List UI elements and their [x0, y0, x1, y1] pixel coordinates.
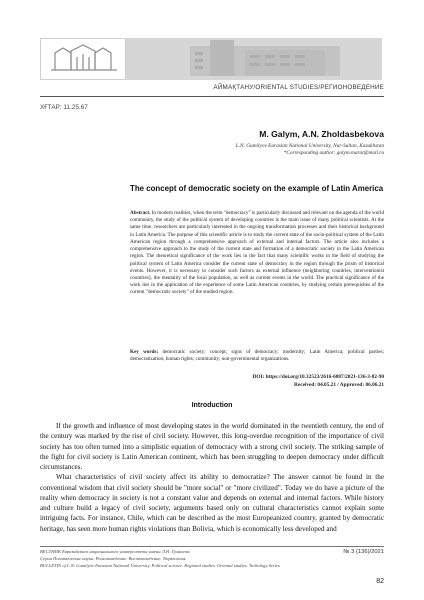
paragraph: If the growth and influence of most developing states in the world dominated in the twentieth century, the end of the century was marked by the rise of civil society. However, this long-overdue recognition of the importance of civil society has too often turned into a simplistic equation of democracy with a strong civil society. The striking sample of the fight for civil society is Latin American continent, which has been struggling to deepen democracy under difficult circumstances.	[40, 422, 384, 472]
section-tag: АЙМАҚТАНУ/ORIENTAL STUDIES/РЕГИОНОВЕДЕНИЕ	[213, 84, 384, 91]
abstract	[130, 210, 384, 297]
irstu-code: ХҒТАР: 11.25.67	[40, 104, 88, 111]
body-text	[40, 421, 384, 534]
affiliation: L.N. Gumilyov Eurasian National University, Nur-Sultan, Kazakhstan	[235, 143, 384, 149]
keywords-text: democratic society; concept; signs of democracy; modernity; Latin America; political parties; democratization; human rights; community; non-governmental organizations.	[130, 349, 384, 363]
footer-divider	[40, 546, 384, 547]
affiliation-block	[236, 143, 384, 157]
doi-link[interactable]: DOI: https://doi.org/10.32523/2616-6887/2021-136-3-82-90	[252, 374, 384, 380]
keywords-label: Key words:	[130, 349, 159, 355]
paragraph: What characteristics of civil society affect its ability to democratize? The answer cannot be found in the conventional wisdom that civil society should be "more social" or "more civilized". Today we do have a picture of the reality when democracy in society is not a constant value and depends on external and internal factors. While history and culture build a legacy of civil society, arguments based only on cultural characteristics cannot explain some intriguing facts. For instance, Chile, which can be described as the most Europeanized country, granted by democratic heritage, has seen more human rights violations than Bolivia, which is economically less developed and	[40, 473, 384, 533]
journal-line: ВЕСТНИК Евразийского национального университета имени Л.Н. Гумилева.	[40, 549, 191, 554]
journal-info	[40, 549, 280, 570]
section-divider	[40, 96, 384, 97]
abstract-text: In modern realities, when the term "democracy" is particularly discussed and relevant on the agenda of the world community, the study of the political system of developing countries is the main issue of many political scientists. At the same time, researchers are particularly interested in the ongoing transformation processes and their historical background in Latin America. The purpose of this scientific article is to study the current state of the socio-political system of the Latin American region through a comprehensive approach of external and internal factors. The article also includes a comprehensive approach to the study of the current state and formation of a democratic society in the Latin American region. The theoretical significance of the work lies in the fact that many scientific works in the field of studying the political system of Latin America consider the current state of democracy in the region through the prism of historical events. However, it is necessary to consider such factors as external influence (neighboring countries, interventionist countries), the mentality of the local population, as well as current events in the world. The practical significance of the work lies in the application of the experience of some Latin American countries, by studying certain prerequisites of the current "democratic society" of the studied region.	[130, 210, 385, 296]
section-heading: Introduction	[191, 402, 233, 409]
university-logo	[40, 38, 126, 80]
received-dates: Received: 04.05.21 / Approved: 06.06.21	[294, 382, 384, 388]
journal-line: BULLETIN of L.N. Gumilyov Eurasian National University. Political science. Regional studies. Oriental studies. Turkology Series	[40, 562, 280, 568]
article-title: The concept of democratic society on the example of Latin America	[130, 184, 384, 193]
journal-line: Серия Политические науки. Регионоведение. Востоковедение. Тюркология.	[40, 555, 187, 561]
logo-emblem-icon	[41, 39, 127, 81]
abstract-label: Abstract.	[130, 210, 151, 216]
page-number: 82	[376, 578, 384, 585]
corresponding-author: *Corresponding author: galym.marat@mail.ru	[283, 150, 384, 157]
authors: M. Galym, A.N. Zholdasbekova	[259, 129, 384, 139]
issue-number: № 3 (136)/2021	[343, 549, 384, 555]
keywords	[130, 349, 384, 363]
